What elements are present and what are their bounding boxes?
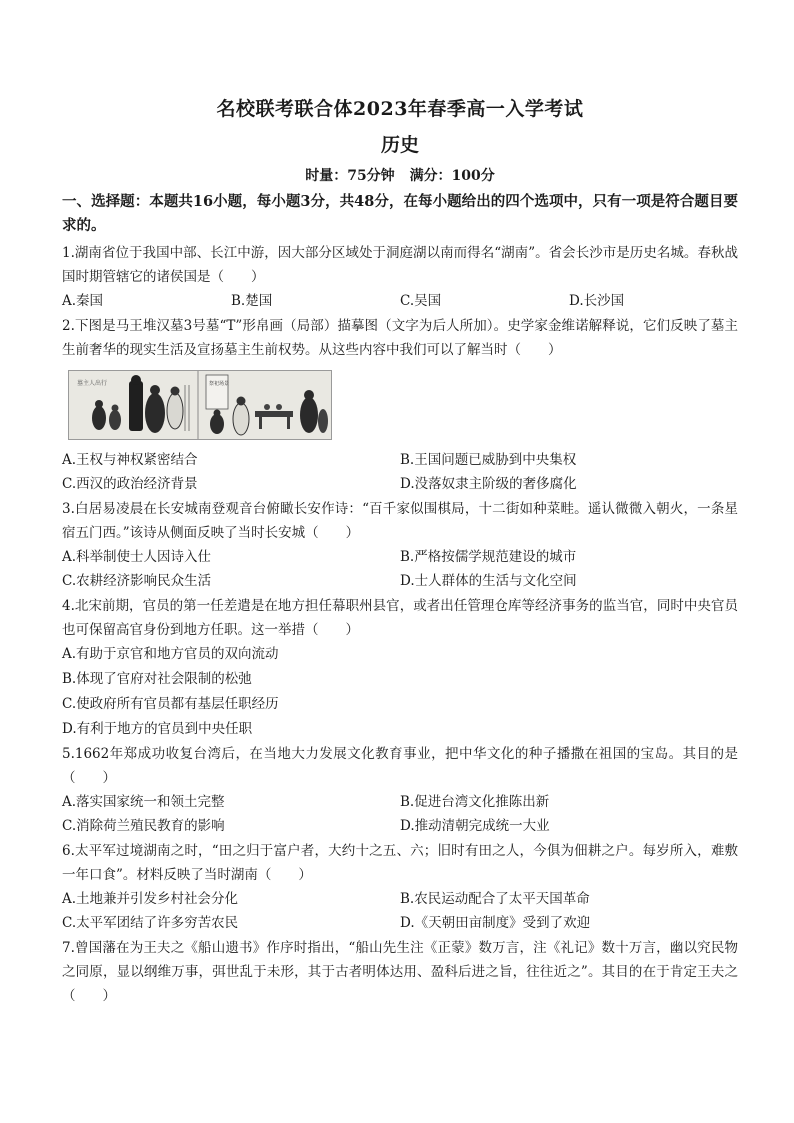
option-d: D.推动清朝完成统一大业: [400, 818, 550, 834]
question-4-stem: 4.北宋前期，官员的第一任差遣是在地方担任幕职州县官，或者出任管理仓库等经济事务的监当官，同时中央官员也可保留高官身份到地方任职。这一举措（ ）: [62, 597, 738, 638]
option-c: C.消除荷兰殖民教育的影响: [62, 818, 225, 834]
exam-title: 名校联考联合体2023年春季高一入学考试: [216, 98, 584, 120]
option-d: D.《天朝田亩制度》受到了欢迎: [400, 915, 591, 931]
question-6-options: [62, 887, 738, 936]
question-1-stem: 1.湖南省位于我国中部、长江中游，因大部分区域处于洞庭湖以南而得名“湖南”。省会长沙市是历史名城。春秋战国时期管辖它的诸侯国是（ ）: [62, 245, 738, 285]
figure-right-label: 祭祀场景: [209, 380, 230, 387]
subject-title: 历史: [380, 134, 419, 156]
option-a: A.科举制使士人因诗入仕: [62, 548, 212, 565]
time-limit: 时量：75分钟: [305, 168, 395, 184]
question-4-options: [62, 642, 738, 742]
option-a: A.落实国家统一和领土完整: [62, 793, 225, 810]
option-c: C.使政府所有官员都有基层任职经历: [62, 695, 279, 712]
option-d: D.有利于地方的官员到中央任职: [62, 720, 253, 737]
question-3-options: [62, 545, 738, 594]
question-6-stem: 6.太平军过境湖南之时，“田之归于富户者，大约十之五、六；旧时有田之人，今俱为佃耕之户。每岁所入，难敷一年口食”。材料反映了当时湖南（ ）: [62, 842, 738, 883]
question-5-stem: 5.1662年郑成功收复台湾后，在当地大力发展文化教育事业，把中华文化的种子播撒在祖国的宝岛。其目的是（ ）: [62, 745, 738, 786]
option-c: C.太平军团结了许多穷苦农民: [62, 915, 239, 931]
option-b: B.严格按儒学规范建设的城市: [400, 548, 577, 565]
question-7-stem: 7.曾国藩在为王夫之《船山遗书》作序时指出，“船山先生注《正蒙》数万言，注《礼记》数十万言，幽以究民物之同原，显以纲维万事，弭世乱于未形，其于古者明体达用、盈科后进之旨，往往近之”。其目的在于肯定王夫之（ ）: [62, 939, 738, 1004]
option-a: A.王权与神权紧密结合: [62, 451, 198, 468]
option-d: D.士人群体的生活与文化空间: [400, 573, 577, 589]
time-score-line: [62, 164, 738, 188]
question-1-options: [62, 289, 738, 314]
question-3-stem: 3.白居易凌晨在长安城南登观音台俯瞰长安作诗：“百千家似围棋局，十二街如种菜畦。遥认微微入朝火，一条星宿五门西。”该诗从侧面反映了当时长安城（ ）: [62, 500, 738, 541]
option-b: B.体现了官府对社会限制的松弛: [62, 670, 252, 687]
silk-painting-figure: [68, 370, 332, 440]
option-c: C.西汉的政治经济背景: [62, 476, 198, 492]
option-a: A.秦国: [62, 293, 104, 309]
question-5-options: [62, 790, 738, 839]
option-b: B.促进台湾文化推陈出新: [400, 793, 550, 810]
figure-left-label: 墓主人出行: [77, 379, 108, 387]
question-2-options: [62, 448, 738, 497]
option-c: C.吴国: [400, 293, 442, 309]
option-b: B.楚国: [231, 293, 273, 309]
option-d: D.没落奴隶主阶级的奢侈腐化: [400, 476, 577, 492]
option-b: B.农民运动配合了太平天国革命: [400, 890, 590, 907]
option-b: B.王国问题已威胁到中央集权: [400, 451, 577, 468]
full-score: 满分：100分: [409, 168, 495, 184]
section-heading: 一、选择题：本题共16小题，每小题3分，共48分，在每小题给出的四个选项中，只有一项是符合题目要求的。: [62, 193, 738, 234]
option-a: A.土地兼并引发乡村社会分化: [62, 890, 239, 907]
option-d: D.长沙国: [569, 293, 625, 309]
question-2-stem: 2.下图是马王堆汉墓3号墓“T”形帛画（局部）描摹图（文字为后人所加）。史学家金维诺解释说，它们反映了墓主生前奢华的现实生活及宣扬墓主生前权势。从这些内容中我们可以了解当时（ ）: [62, 317, 738, 358]
option-c: C.农耕经济影响民众生活: [62, 573, 212, 589]
option-a: A.有助于京官和地方官员的双向流动: [62, 645, 279, 662]
